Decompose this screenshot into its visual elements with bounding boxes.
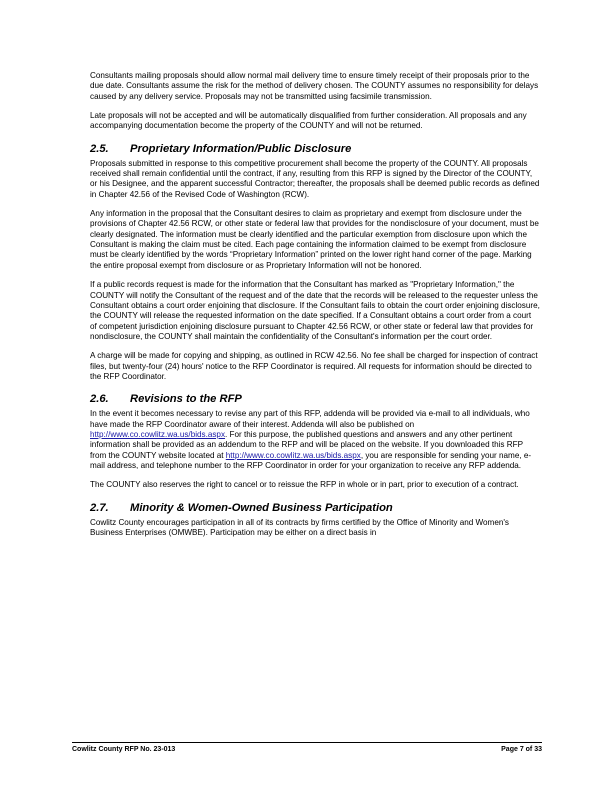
section-number: 2.6.: [90, 393, 109, 406]
text-run: , you are responsible for sending your name, e-mail address, and telephone number to the RFP Coordinator in order for your organization to receive any RFP addenda.: [90, 450, 532, 470]
bids-link[interactable]: http://www.co.cowlitz.wa.us/bids.aspx: [225, 450, 361, 460]
text-run: In the event it becomes necessary to revise any part of this RFP, addenda will be provided via e-mail to all individuals, who have made the RFP Coordinator aware of their interest. Addenda will also be published on: [90, 409, 530, 429]
section-title: Proprietary Information/Public Disclosure: [130, 142, 352, 155]
section-number: 2.5.: [90, 142, 109, 155]
paragraph: The COUNTY also reserves the right to cancel or to reissue the RFP in whole or in part, prior to execution of a contract.: [90, 480, 519, 490]
section-title: Revisions to the RFP: [130, 393, 242, 406]
section-2-7-heading: [90, 501, 540, 515]
paragraph: A charge will be made for copying and shipping, as outlined in RCW 42.56. No fee shall be charged for inspection of contract files, but twenty-four (24) hours' notice to the RFP Coordinator is required. All requests for information should be directed to the RFP Coordinator.: [90, 351, 538, 381]
intro-paragraph-late: Late proposals will not be accepted and will be automatically disqualified from further consideration. All proposals and any accompanying documentation become the property of the COUNTY and will not be returned.: [90, 111, 527, 131]
section-number: 2.7.: [90, 501, 109, 514]
intro-paragraph-mailing: Consultants mailing proposals should allow normal mail delivery time to ensure timely receipt of their proposals prior to the due date. Consultants assume the risk for the method of delivery chosen. The COUNTY assumes no responsibility for delays caused by any delivery service. Proposals may not be transmitted using facsimile transmission.: [90, 71, 539, 101]
paragraph: Cowlitz County encourages participation in all of its contracts by firms certified by the Office of Minority and Women's Business Enterprises (OMWBE). Participation may be either on a direct basis in: [90, 517, 509, 537]
text-run: . For this purpose, the published questions and answers and any other pertinent information shall be provided as an addendum to the RFP and will be placed on the website. If you downloaded this RFP from the COUNTY website located at: [90, 429, 523, 460]
section-2-5-heading: [90, 142, 540, 156]
footer-divider: [72, 742, 542, 743]
footer-document-id: Cowlitz County RFP No. 23-013: [72, 746, 176, 753]
section-title: Minority & Women-Owned Business Participation: [130, 501, 393, 514]
paragraph: If a public records request is made for the information that the Consultant has marked as "Proprietary Information," the COUNTY will notify the Consultant of the request and of the date that the records will be released to the requester unless the Consultant obtains a court order enjoining that disclosure. If the Consultant fails to obtain the court order enjoining disclosure, the COUNTY will release the requested information on the date specified. If a Consultant obtains a court order from a court of competent jurisdiction enjoining disclosure pursuant to Chapter 42.56 RCW, or other state or federal law that provides for nondisclosure, the COUNTY shall maintain the confidentiality of the Consultant's information per the court order.: [90, 280, 540, 341]
footer-page-number: Page 7 of 33: [501, 746, 542, 753]
bids-link[interactable]: http://www.co.cowlitz.wa.us/bids.aspx: [90, 429, 226, 439]
page-footer: [72, 746, 542, 753]
paragraph: Proposals submitted in response to this competitive procurement shall become the property of the COUNTY. All proposals received shall remain confidential until the contract, if any, resulting from this RFP is signed by the Director of the COUNTY, or his Designee, and the apparent successful Contractor; thereafter, the proposals shall be deemed public records as defined in Chapter 42.56 of the Revised Code of Washington (RCW).: [90, 158, 540, 199]
paragraph: Any information in the proposal that the Consultant desires to claim as proprietary and exempt from disclosure under the provisions of Chapter 42.56 RCW, or other state or federal law that provides for the nondisclosure of your document, must be clearly designated. The information must be clearly identified and the particular exemption from disclosure upon which the Consultant is making the claim must be cited. Each page containing the information claimed to be exempt from disclosure must be clearly identified by the words “Proprietary Information” printed on the lower right hand corner of the page. Marking the entire proposal exempt from disclosure or as Proprietary Information will not be honored.: [90, 209, 539, 270]
paragraph-addenda: [90, 409, 540, 471]
section-2-6-heading: [90, 392, 540, 406]
page-body: [90, 71, 540, 538]
